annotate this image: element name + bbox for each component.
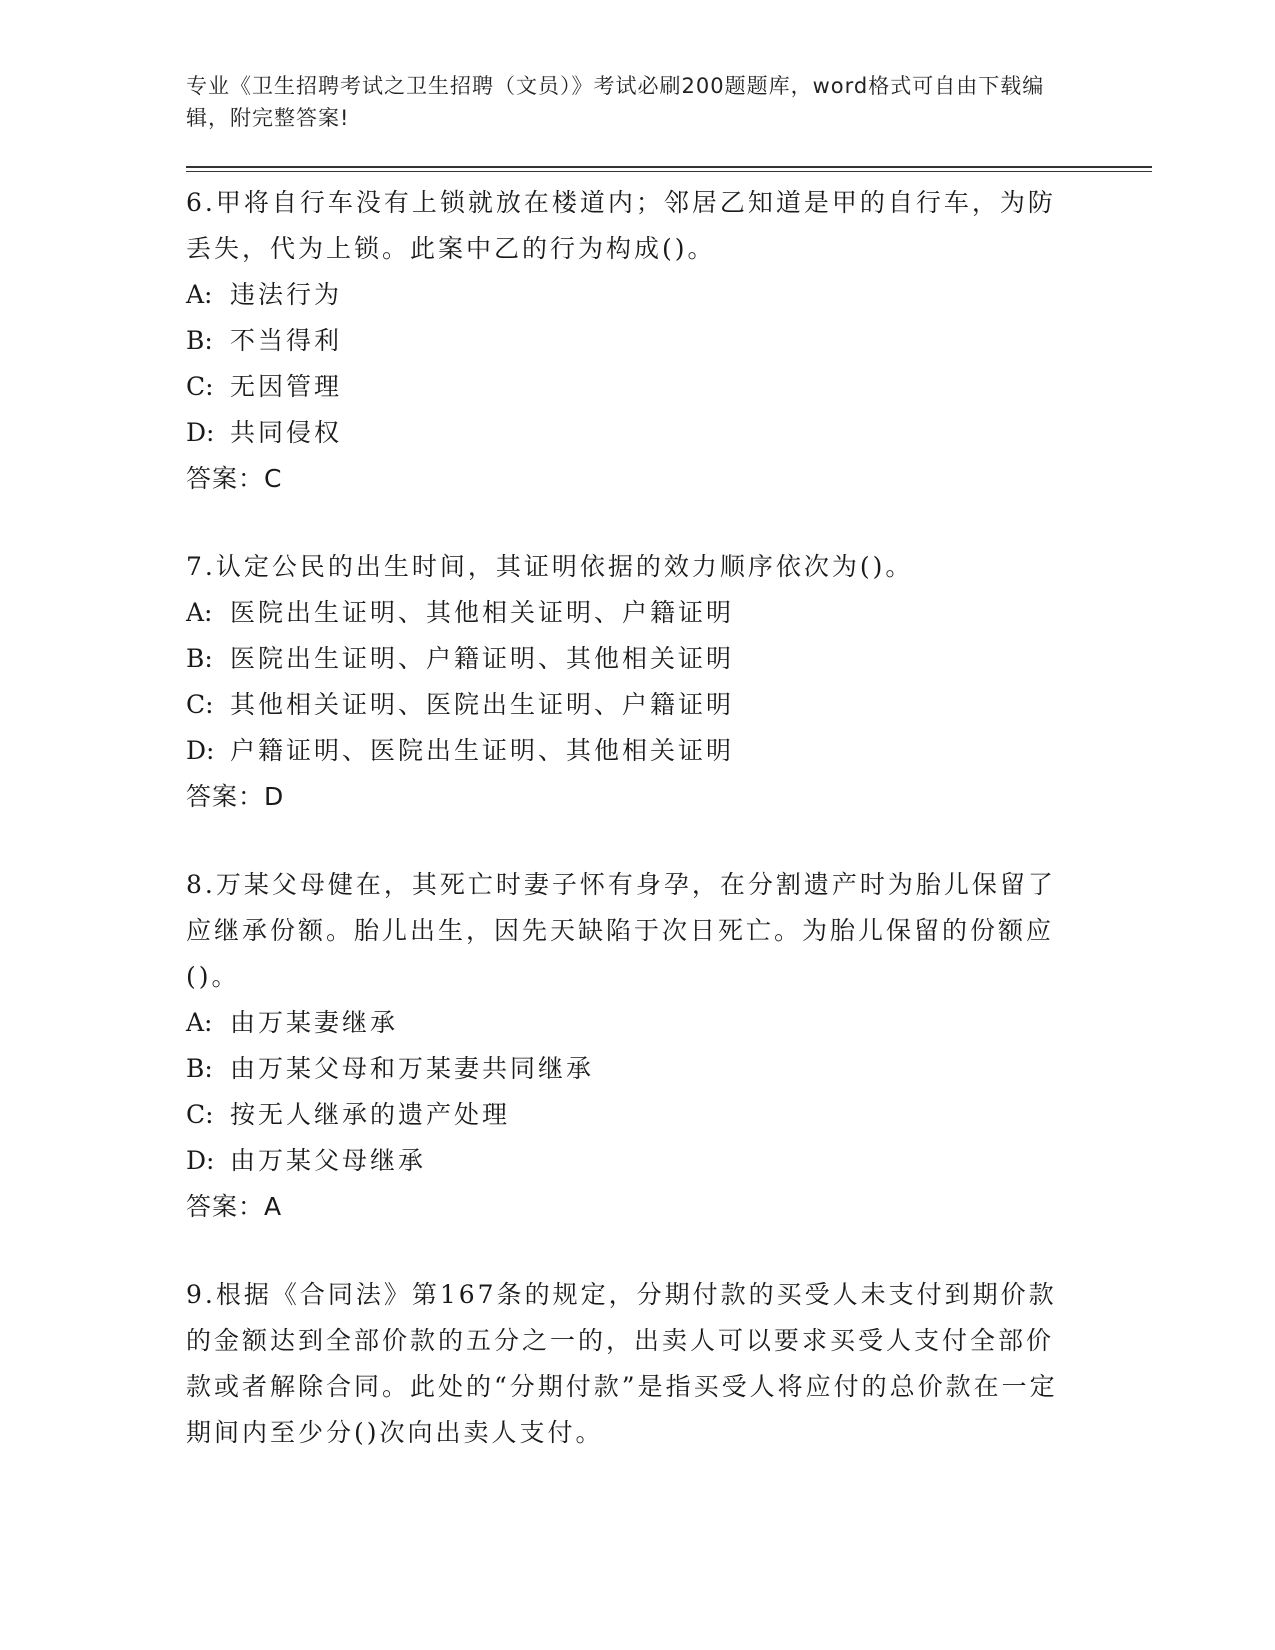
option-text: 医院出生证明、其他相关证明、户籍证明 (230, 598, 735, 627)
answer-line: 答案：A (186, 1192, 283, 1221)
option-text: 按无人继承的遗产处理 (230, 1100, 511, 1129)
option-b (186, 1046, 1156, 1092)
question-6 (186, 180, 1156, 502)
option-text: 共同侵权 (230, 418, 343, 447)
answer-line: 答案：D (186, 782, 285, 811)
option-d (186, 410, 1156, 456)
option-b (186, 318, 1156, 364)
option-d (186, 728, 1156, 774)
question-text: 9.根据《合同法》第167条的规定，分期付款的买受人未支付到期价款的金额达到全部价款的五分之一的，出卖人可以要求买受人支付全部价款或者解除合同。此处的“分期付款”是指买受人将应付的总价款在一定期间内至少分()次向出卖人支付。 (186, 1280, 1058, 1447)
option-text: 无因管理 (230, 372, 343, 401)
option-c (186, 364, 1156, 410)
option-letter: A: (186, 280, 213, 309)
question-text: 7.认定公民的出生时间，其证明依据的效力顺序依次为()。 (186, 552, 914, 581)
option-text: 违法行为 (230, 280, 343, 309)
question-text: 8.万某父母健在，其死亡时妻子怀有身孕，在分割遗产时为胎儿保留了应继承份额。胎儿出生，因先天缺陷于次日死亡。为胎儿保留的份额应()。 (186, 870, 1056, 991)
option-b (186, 636, 1156, 682)
question-7 (186, 544, 1156, 820)
option-text: 不当得利 (230, 326, 343, 355)
option-text: 户籍证明、医院出生证明、其他相关证明 (230, 736, 735, 765)
answer-line: 答案：C (186, 464, 283, 493)
option-letter: A: (186, 1008, 213, 1037)
option-letter: B: (186, 644, 213, 673)
option-letter: B: (186, 1054, 213, 1083)
option-d (186, 1138, 1156, 1184)
question-text: 6.甲将自行车没有上锁就放在楼道内；邻居乙知道是甲的自行车，为防丢失，代为上锁。此案中乙的行为构成()。 (186, 188, 1056, 263)
option-a (186, 590, 1156, 636)
option-text: 由万某父母继承 (230, 1146, 427, 1175)
document-page (186, 70, 1156, 1498)
option-letter: D: (186, 418, 215, 447)
option-a (186, 1000, 1156, 1046)
question-9 (186, 1272, 1156, 1456)
header-divider-thick (186, 166, 1152, 168)
option-text: 由万某妻继承 (230, 1008, 399, 1037)
option-letter: B: (186, 326, 213, 355)
option-c (186, 1092, 1156, 1138)
option-letter: C: (186, 1100, 214, 1129)
option-text: 医院出生证明、户籍证明、其他相关证明 (230, 644, 735, 673)
option-letter: C: (186, 372, 214, 401)
option-c (186, 682, 1156, 728)
document-header: 专业《卫生招聘考试之卫生招聘（文员）》考试必刷200题题库，word格式可自由下载编辑，附完整答案! (186, 74, 1045, 130)
option-text: 由万某父母和万某妻共同继承 (230, 1054, 595, 1083)
option-letter: C: (186, 690, 214, 719)
option-text: 其他相关证明、医院出生证明、户籍证明 (230, 690, 735, 719)
header-divider-thin (186, 171, 1152, 172)
option-letter: A: (186, 598, 213, 627)
option-letter: D: (186, 736, 215, 765)
option-a (186, 272, 1156, 318)
question-8 (186, 862, 1156, 1230)
option-letter: D: (186, 1146, 215, 1175)
